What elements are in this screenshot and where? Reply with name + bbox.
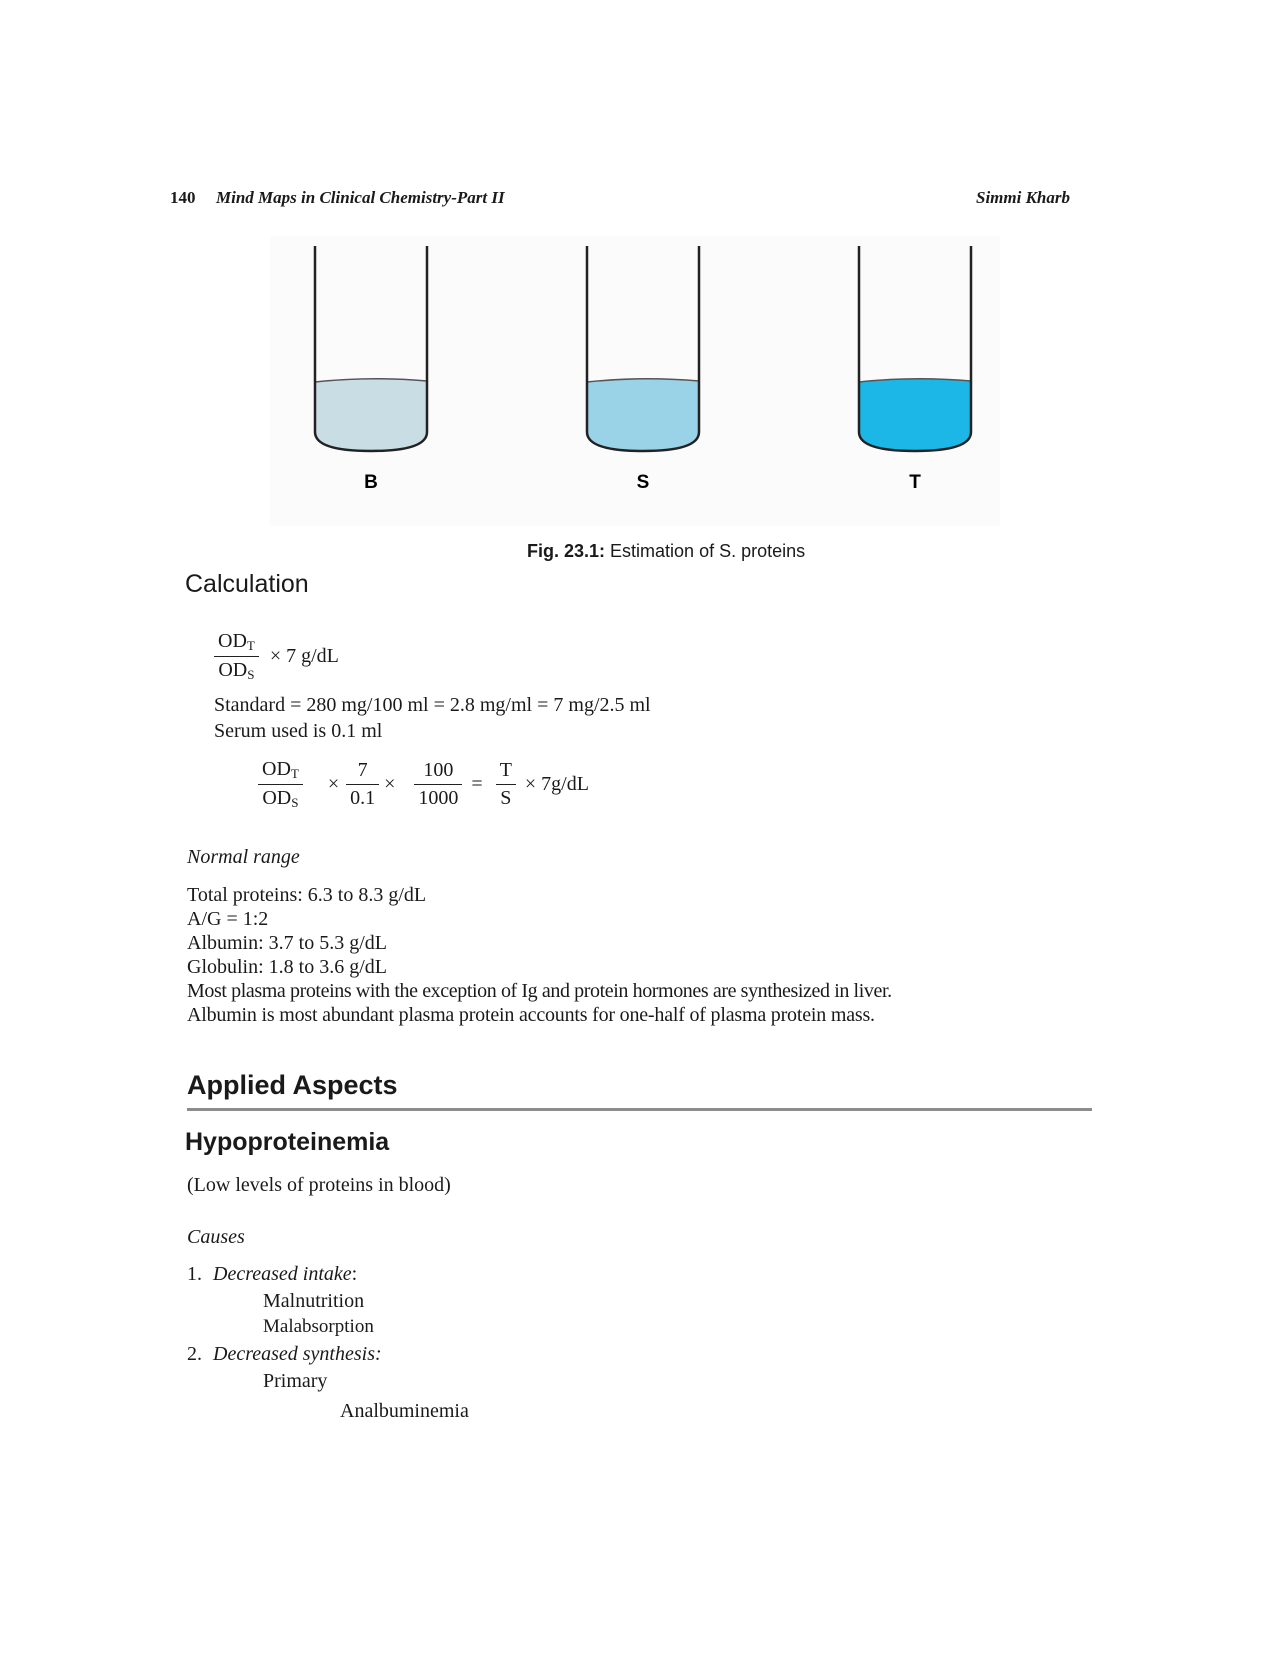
cause-1-item: Malabsorption	[263, 1316, 374, 1337]
od-t-2-sub: T	[290, 766, 299, 781]
caption-text: Estimation of S. proteins	[605, 541, 806, 561]
dilution-fraction	[346, 759, 379, 810]
od-ratio	[214, 630, 259, 683]
times-sign: ×	[327, 773, 340, 795]
hypoproteinemia-definition: (Low levels of proteins in blood)	[187, 1174, 451, 1196]
cause-1-number: 1.	[187, 1263, 202, 1285]
ts-den: S	[500, 787, 512, 809]
formula-1-factor: × 7 g/dL	[269, 645, 339, 667]
formula-2-factor: × 7g/dL	[524, 773, 589, 795]
normal-range-list	[187, 883, 892, 1027]
running-author: Simmi Kharb	[975, 188, 1070, 207]
ts-fraction	[496, 759, 516, 810]
tube-label-b: B	[364, 472, 378, 493]
tube-b	[315, 246, 427, 493]
test-tubes-illustration	[270, 236, 1000, 526]
cause-2-number: 2.	[187, 1343, 202, 1365]
caption-number: Fig. 23.1:	[527, 541, 606, 561]
times-sign-2: ×	[384, 773, 396, 795]
applied-aspects-heading: Applied Aspects	[187, 1070, 398, 1100]
dilution-den: 0.1	[350, 787, 376, 809]
test-tube-figure	[270, 236, 1000, 526]
causes-label: Causes	[187, 1226, 245, 1248]
od-ratio-2	[258, 758, 303, 811]
ts-num: T	[496, 759, 516, 785]
section-divider	[187, 1108, 1092, 1111]
scale-den: 1000	[418, 787, 459, 809]
calculation-heading: Calculation	[185, 570, 309, 598]
serum-line: Serum used is 0.1 ml	[214, 720, 383, 742]
formula-2	[258, 758, 589, 811]
tube-s	[587, 246, 699, 493]
cause-2	[187, 1343, 382, 1366]
page-number: 140	[170, 188, 196, 207]
od-t: OD	[218, 630, 247, 652]
figure-caption	[527, 541, 805, 562]
scale-num: 100	[414, 759, 462, 785]
od-s-2-sub: S	[291, 795, 299, 810]
cause-2-title: Decreased synthesis:	[213, 1343, 382, 1365]
od-s-sub: S	[247, 667, 255, 682]
cause-1-item: Malnutrition	[263, 1290, 365, 1312]
dilution-num: 7	[346, 759, 379, 785]
cause-1-colon: :	[351, 1263, 358, 1285]
running-title: Mind Maps in Clinical Chemistry-Part II	[216, 188, 505, 207]
od-t-sub: T	[246, 638, 255, 653]
normal-range-label: Normal range	[187, 846, 300, 868]
od-s-2: OD	[262, 787, 292, 809]
normal-range-line: Globulin: 1.8 to 3.6 g/dL	[187, 956, 387, 978]
normal-range-line: Albumin is most abundant plasma protein accounts for one-half of plasma protein mass.	[187, 1004, 875, 1026]
equals-sign: =	[471, 773, 483, 795]
od-t-2: OD	[262, 758, 291, 780]
normal-range-line: A/G = 1:2	[187, 908, 269, 930]
tube-t	[859, 246, 971, 493]
normal-range-line: Albumin: 3.7 to 5.3 g/dL	[187, 932, 387, 954]
cause-2-subsubitem: Analbuminemia	[340, 1400, 469, 1422]
normal-range-line: Most plasma proteins with the exception of Ig and protein hormones are synthesized in liver.	[187, 980, 892, 1002]
cause-2-subitem: Primary	[263, 1370, 328, 1392]
standard-line: Standard = 280 mg/100 ml = 2.8 mg/ml = 7 mg/2.5 ml	[214, 694, 651, 716]
tube-label-s: S	[636, 472, 650, 493]
hypoproteinemia-heading: Hypoproteinemia	[185, 1128, 390, 1156]
cause-1-title: Decreased intake	[213, 1263, 352, 1285]
scale-fraction	[414, 759, 462, 810]
tube-label-t: T	[909, 472, 921, 493]
cause-1	[187, 1263, 357, 1286]
normal-range-line: Total proteins: 6.3 to 8.3 g/dL	[187, 884, 427, 906]
formula-1	[214, 630, 339, 683]
od-s: OD	[218, 659, 248, 681]
